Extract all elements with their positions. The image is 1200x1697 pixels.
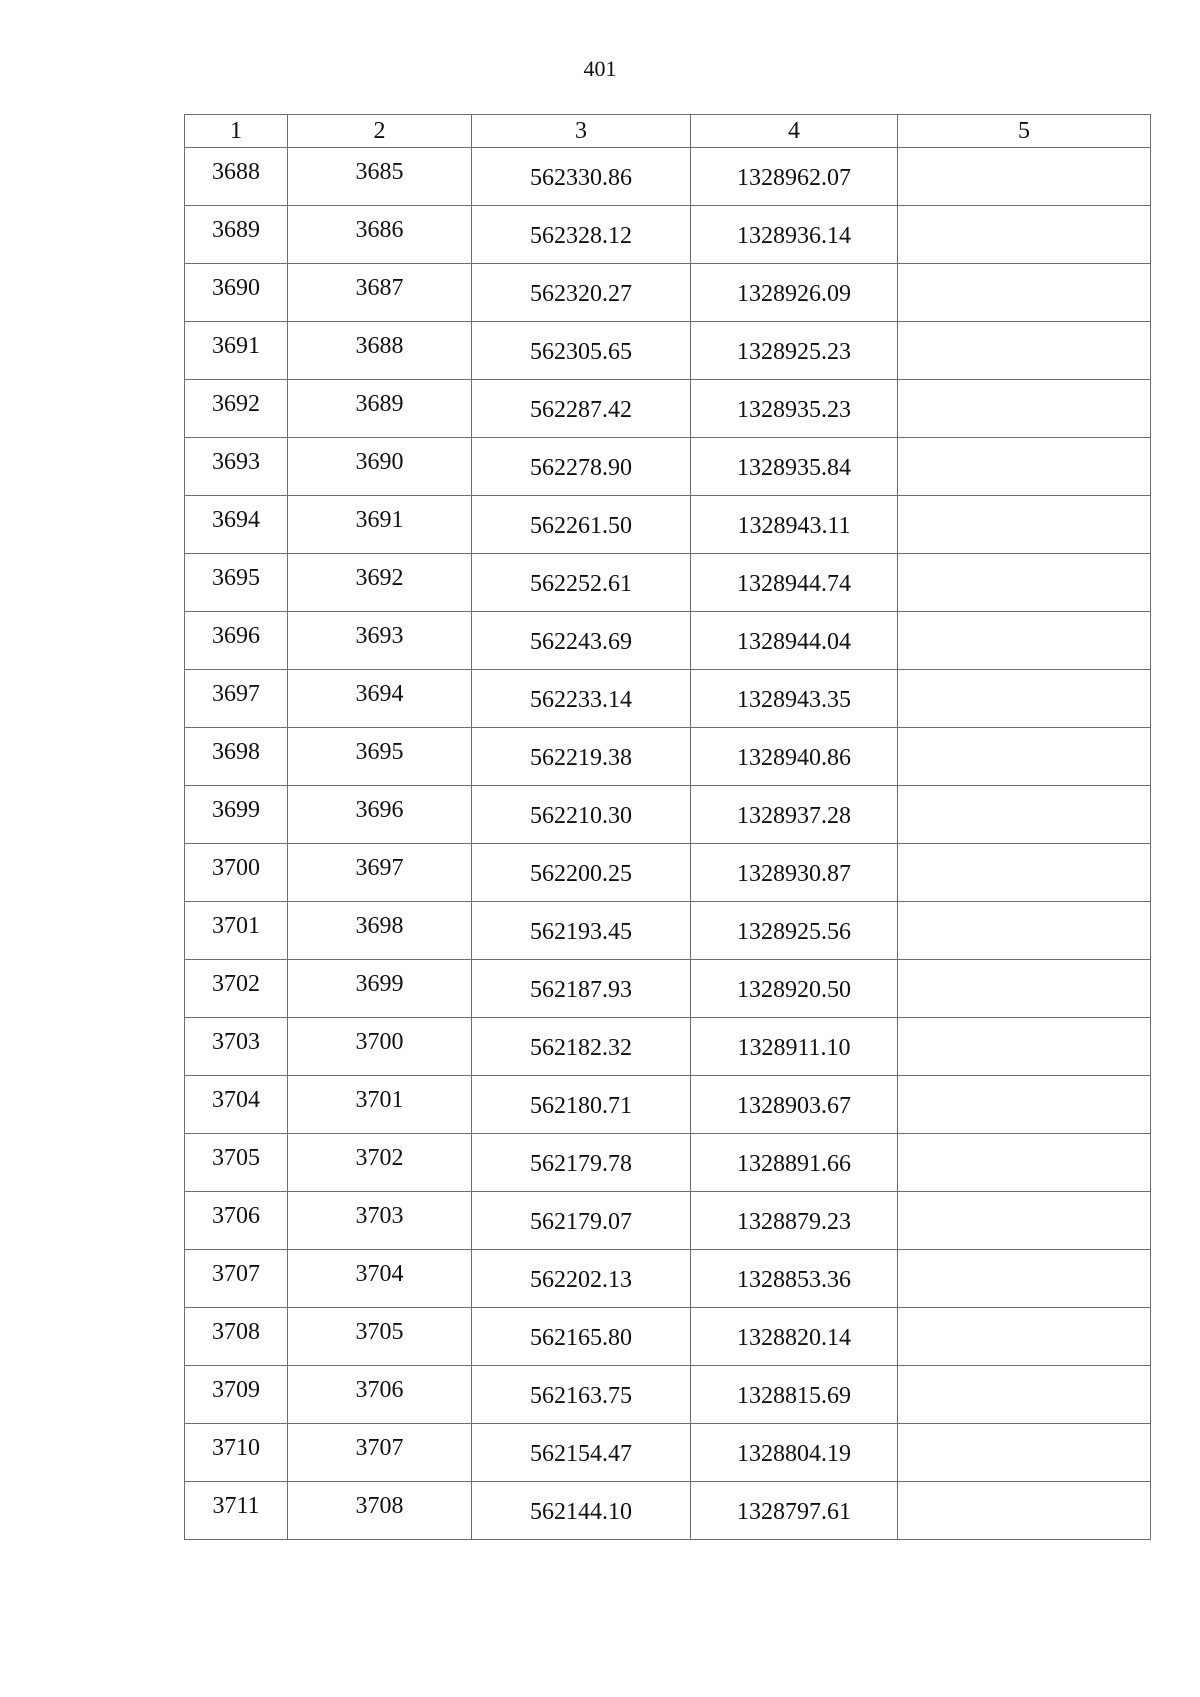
page-number: 401 <box>583 56 617 81</box>
coordinates-table <box>184 114 1151 1540</box>
cell-coordinate-x: 562287.42 <box>472 380 691 438</box>
cell-point-number: 3688 <box>185 148 288 206</box>
cell-coordinate-y: 1328815.69 <box>691 1366 898 1424</box>
cell-coordinate-x: 562328.12 <box>472 206 691 264</box>
cell-point-number: 3695 <box>185 554 288 612</box>
cell-note <box>898 902 1151 960</box>
table-row <box>185 264 1151 322</box>
cell-coordinate-x: 562179.07 <box>472 1192 691 1250</box>
cell-coordinate-x: 562305.65 <box>472 322 691 380</box>
cell-note <box>898 1482 1151 1540</box>
cell-reference-number: 3699 <box>288 960 472 1018</box>
cell-reference-number: 3706 <box>288 1366 472 1424</box>
cell-note <box>898 496 1151 554</box>
table-row <box>185 902 1151 960</box>
cell-coordinate-y: 1328804.19 <box>691 1424 898 1482</box>
cell-reference-number: 3703 <box>288 1192 472 1250</box>
header-row <box>185 115 1151 148</box>
column-header-1: 1 <box>185 115 288 148</box>
cell-note <box>898 960 1151 1018</box>
cell-coordinate-x: 562165.80 <box>472 1308 691 1366</box>
cell-coordinate-y: 1328943.35 <box>691 670 898 728</box>
cell-point-number: 3697 <box>185 670 288 728</box>
cell-coordinate-x: 562261.50 <box>472 496 691 554</box>
cell-coordinate-y: 1328940.86 <box>691 728 898 786</box>
table-row <box>185 148 1151 206</box>
cell-coordinate-y: 1328944.74 <box>691 554 898 612</box>
cell-coordinate-y: 1328879.23 <box>691 1192 898 1250</box>
cell-coordinate-x: 562163.75 <box>472 1366 691 1424</box>
table-row <box>185 1424 1151 1482</box>
cell-point-number: 3711 <box>185 1482 288 1540</box>
cell-point-number: 3701 <box>185 902 288 960</box>
cell-note <box>898 1192 1151 1250</box>
cell-note <box>898 322 1151 380</box>
cell-reference-number: 3701 <box>288 1076 472 1134</box>
table-header <box>185 115 1151 148</box>
cell-note <box>898 1134 1151 1192</box>
cell-coordinate-y: 1328797.61 <box>691 1482 898 1540</box>
cell-coordinate-y: 1328926.09 <box>691 264 898 322</box>
cell-coordinate-y: 1328930.87 <box>691 844 898 902</box>
cell-reference-number: 3708 <box>288 1482 472 1540</box>
cell-point-number: 3699 <box>185 786 288 844</box>
cell-note <box>898 380 1151 438</box>
cell-point-number: 3693 <box>185 438 288 496</box>
column-header-5: 5 <box>898 115 1151 148</box>
table-row <box>185 960 1151 1018</box>
cell-coordinate-x: 562180.71 <box>472 1076 691 1134</box>
cell-point-number: 3706 <box>185 1192 288 1250</box>
table-row <box>185 1134 1151 1192</box>
table-row <box>185 496 1151 554</box>
cell-coordinate-x: 562202.13 <box>472 1250 691 1308</box>
table-row <box>185 1482 1151 1540</box>
table-row <box>185 612 1151 670</box>
cell-reference-number: 3700 <box>288 1018 472 1076</box>
cell-reference-number: 3692 <box>288 554 472 612</box>
cell-reference-number: 3690 <box>288 438 472 496</box>
cell-coordinate-y: 1328920.50 <box>691 960 898 1018</box>
cell-coordinate-y: 1328925.56 <box>691 902 898 960</box>
cell-point-number: 3689 <box>185 206 288 264</box>
cell-reference-number: 3705 <box>288 1308 472 1366</box>
cell-point-number: 3698 <box>185 728 288 786</box>
table-row <box>185 1366 1151 1424</box>
cell-coordinate-y: 1328936.14 <box>691 206 898 264</box>
cell-point-number: 3690 <box>185 264 288 322</box>
table-row <box>185 670 1151 728</box>
cell-reference-number: 3704 <box>288 1250 472 1308</box>
cell-coordinate-x: 562252.61 <box>472 554 691 612</box>
cell-reference-number: 3698 <box>288 902 472 960</box>
cell-point-number: 3705 <box>185 1134 288 1192</box>
table-row <box>185 554 1151 612</box>
cell-note <box>898 670 1151 728</box>
cell-coordinate-x: 562187.93 <box>472 960 691 1018</box>
cell-reference-number: 3697 <box>288 844 472 902</box>
cell-reference-number: 3691 <box>288 496 472 554</box>
cell-note <box>898 1076 1151 1134</box>
cell-coordinate-y: 1328853.36 <box>691 1250 898 1308</box>
cell-note <box>898 728 1151 786</box>
cell-reference-number: 3688 <box>288 322 472 380</box>
table-row <box>185 728 1151 786</box>
cell-coordinate-y: 1328903.67 <box>691 1076 898 1134</box>
cell-coordinate-y: 1328937.28 <box>691 786 898 844</box>
table-row <box>185 844 1151 902</box>
cell-note <box>898 554 1151 612</box>
cell-coordinate-y: 1328962.07 <box>691 148 898 206</box>
cell-note <box>898 612 1151 670</box>
cell-reference-number: 3695 <box>288 728 472 786</box>
table-row <box>185 206 1151 264</box>
table-row <box>185 380 1151 438</box>
cell-coordinate-x: 562210.30 <box>472 786 691 844</box>
cell-point-number: 3710 <box>185 1424 288 1482</box>
cell-reference-number: 3702 <box>288 1134 472 1192</box>
cell-coordinate-y: 1328820.14 <box>691 1308 898 1366</box>
cell-note <box>898 1308 1151 1366</box>
cell-coordinate-x: 562330.86 <box>472 148 691 206</box>
cell-note <box>898 786 1151 844</box>
cell-reference-number: 3693 <box>288 612 472 670</box>
table-row <box>185 786 1151 844</box>
cell-coordinate-x: 562193.45 <box>472 902 691 960</box>
cell-note <box>898 844 1151 902</box>
cell-coordinate-x: 562200.25 <box>472 844 691 902</box>
cell-coordinate-y: 1328925.23 <box>691 322 898 380</box>
table-row <box>185 1308 1151 1366</box>
cell-coordinate-x: 562233.14 <box>472 670 691 728</box>
cell-point-number: 3696 <box>185 612 288 670</box>
cell-point-number: 3700 <box>185 844 288 902</box>
cell-coordinate-y: 1328935.84 <box>691 438 898 496</box>
cell-point-number: 3702 <box>185 960 288 1018</box>
column-header-3: 3 <box>472 115 691 148</box>
table-row <box>185 1076 1151 1134</box>
cell-point-number: 3692 <box>185 380 288 438</box>
cell-coordinate-y: 1328891.66 <box>691 1134 898 1192</box>
cell-coordinate-x: 562243.69 <box>472 612 691 670</box>
table-row <box>185 438 1151 496</box>
column-header-4: 4 <box>691 115 898 148</box>
cell-reference-number: 3687 <box>288 264 472 322</box>
cell-point-number: 3691 <box>185 322 288 380</box>
cell-reference-number: 3686 <box>288 206 472 264</box>
cell-note <box>898 1018 1151 1076</box>
cell-coordinate-x: 562320.27 <box>472 264 691 322</box>
cell-note <box>898 264 1151 322</box>
cell-note <box>898 148 1151 206</box>
cell-point-number: 3707 <box>185 1250 288 1308</box>
table-row <box>185 1192 1151 1250</box>
cell-point-number: 3694 <box>185 496 288 554</box>
cell-note <box>898 438 1151 496</box>
cell-reference-number: 3707 <box>288 1424 472 1482</box>
table-row <box>185 1250 1151 1308</box>
cell-coordinate-y: 1328944.04 <box>691 612 898 670</box>
cell-note <box>898 1250 1151 1308</box>
cell-coordinate-x: 562154.47 <box>472 1424 691 1482</box>
cell-coordinate-x: 562219.38 <box>472 728 691 786</box>
cell-coordinate-y: 1328911.10 <box>691 1018 898 1076</box>
cell-coordinate-x: 562144.10 <box>472 1482 691 1540</box>
cell-coordinate-y: 1328943.11 <box>691 496 898 554</box>
cell-note <box>898 1424 1151 1482</box>
table-body <box>185 148 1151 1540</box>
cell-coordinate-x: 562179.78 <box>472 1134 691 1192</box>
cell-point-number: 3704 <box>185 1076 288 1134</box>
cell-note <box>898 206 1151 264</box>
cell-coordinate-x: 562182.32 <box>472 1018 691 1076</box>
table-row <box>185 1018 1151 1076</box>
cell-coordinate-y: 1328935.23 <box>691 380 898 438</box>
cell-note <box>898 1366 1151 1424</box>
cell-reference-number: 3689 <box>288 380 472 438</box>
column-header-2: 2 <box>288 115 472 148</box>
cell-coordinate-x: 562278.90 <box>472 438 691 496</box>
cell-point-number: 3703 <box>185 1018 288 1076</box>
table-row <box>185 322 1151 380</box>
cell-reference-number: 3694 <box>288 670 472 728</box>
cell-point-number: 3709 <box>185 1366 288 1424</box>
cell-point-number: 3708 <box>185 1308 288 1366</box>
cell-reference-number: 3696 <box>288 786 472 844</box>
cell-reference-number: 3685 <box>288 148 472 206</box>
